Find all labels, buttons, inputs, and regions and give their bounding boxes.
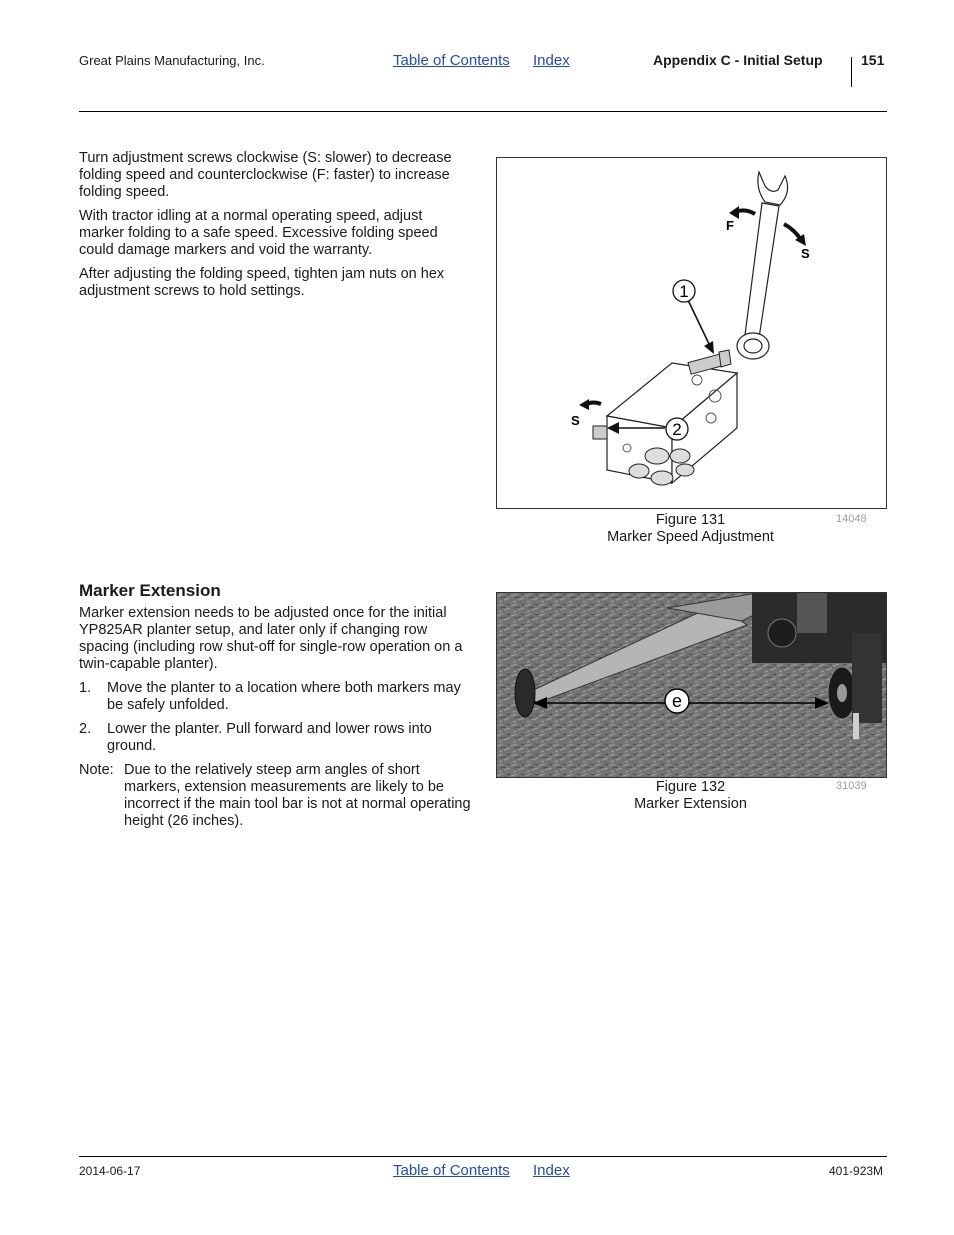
footer-toc-link[interactable]: Table of Contents <box>393 1162 510 1179</box>
section-heading: Marker Extension <box>79 581 221 600</box>
header-index-link[interactable]: Index <box>533 52 570 69</box>
header-divider <box>851 57 852 87</box>
note <box>79 762 471 830</box>
figure-131-caption <box>496 512 885 546</box>
wrench-open-end <box>758 172 788 205</box>
label-s-slower-left: S <box>571 413 580 428</box>
intro-paragraph: Turn adjustment screws clockwise (S: slower) to decrease folding speed and counterclockwise (F: faster) to increase folding speed. <box>79 150 452 200</box>
footer-index-link[interactable]: Index <box>533 1162 570 1179</box>
figure-132-title: Marker Extension <box>634 796 747 812</box>
note-label: Note: <box>79 762 114 778</box>
figure-132-caption <box>496 779 885 813</box>
header-rule <box>79 111 887 112</box>
figure-131-illustration <box>496 157 887 509</box>
footer-rule <box>79 1156 887 1157</box>
figure-131-id: 14048 <box>836 513 867 525</box>
marker-extension-photo <box>497 593 886 777</box>
figure-132-number: Figure 132 <box>655 779 726 795</box>
list-item <box>79 680 471 714</box>
figure-132-id: 31039 <box>836 780 867 792</box>
marker-extension-body <box>79 605 471 830</box>
intro-text <box>79 150 471 307</box>
step-number: 1. <box>79 680 92 696</box>
callout-e: e <box>671 691 683 711</box>
header-company: Great Plains Manufacturing, Inc. <box>79 53 265 68</box>
figure-131-title: Marker Speed Adjustment <box>607 529 774 545</box>
figure-131-number: Figure 131 <box>655 512 726 528</box>
footer-doc-number: 401-923M <box>829 1164 884 1178</box>
step-number: 2. <box>79 721 92 737</box>
label-s-slower-top: S <box>801 246 810 261</box>
footer-date: 2014-06-17 <box>79 1164 141 1178</box>
callout-1: 1 <box>679 282 689 301</box>
intro-paragraph: After adjusting the folding speed, tighten jam nuts on hex adjustment screws to hold settings. <box>79 266 445 299</box>
page-number: 151 <box>861 52 885 68</box>
list-item <box>79 721 471 755</box>
intro-paragraph: With tractor idling at a normal operating speed, adjust marker folding to a safe speed. Excessive folding speed could damage markers and void the warranty. <box>79 208 438 258</box>
marker-extension-intro: Marker extension needs to be adjusted once for the initial YP825AR planter setup, and later only if changing row spacing (including row shut-off for single-row operation on a twin-capable planter). <box>79 605 463 672</box>
header-section-title: Appendix C - Initial Setup <box>653 52 823 68</box>
step-text: Lower the planter. Pull forward and lower rows into ground. <box>107 721 432 754</box>
label-f-faster: F <box>726 218 734 233</box>
note-text: Due to the relatively steep arm angles of short markers, extension measurements are likely to be incorrect if the main tool bar is not at normal operating height (26 inches). <box>124 762 471 829</box>
valve-wrench-drawing <box>497 158 886 508</box>
step-text: Move the planter to a location where both markers may be safely unfolded. <box>107 680 461 713</box>
figure-132-photo <box>496 592 887 778</box>
header-toc-link[interactable]: Table of Contents <box>393 52 510 69</box>
callout-2: 2 <box>672 420 682 439</box>
wrench-handle <box>745 203 779 338</box>
